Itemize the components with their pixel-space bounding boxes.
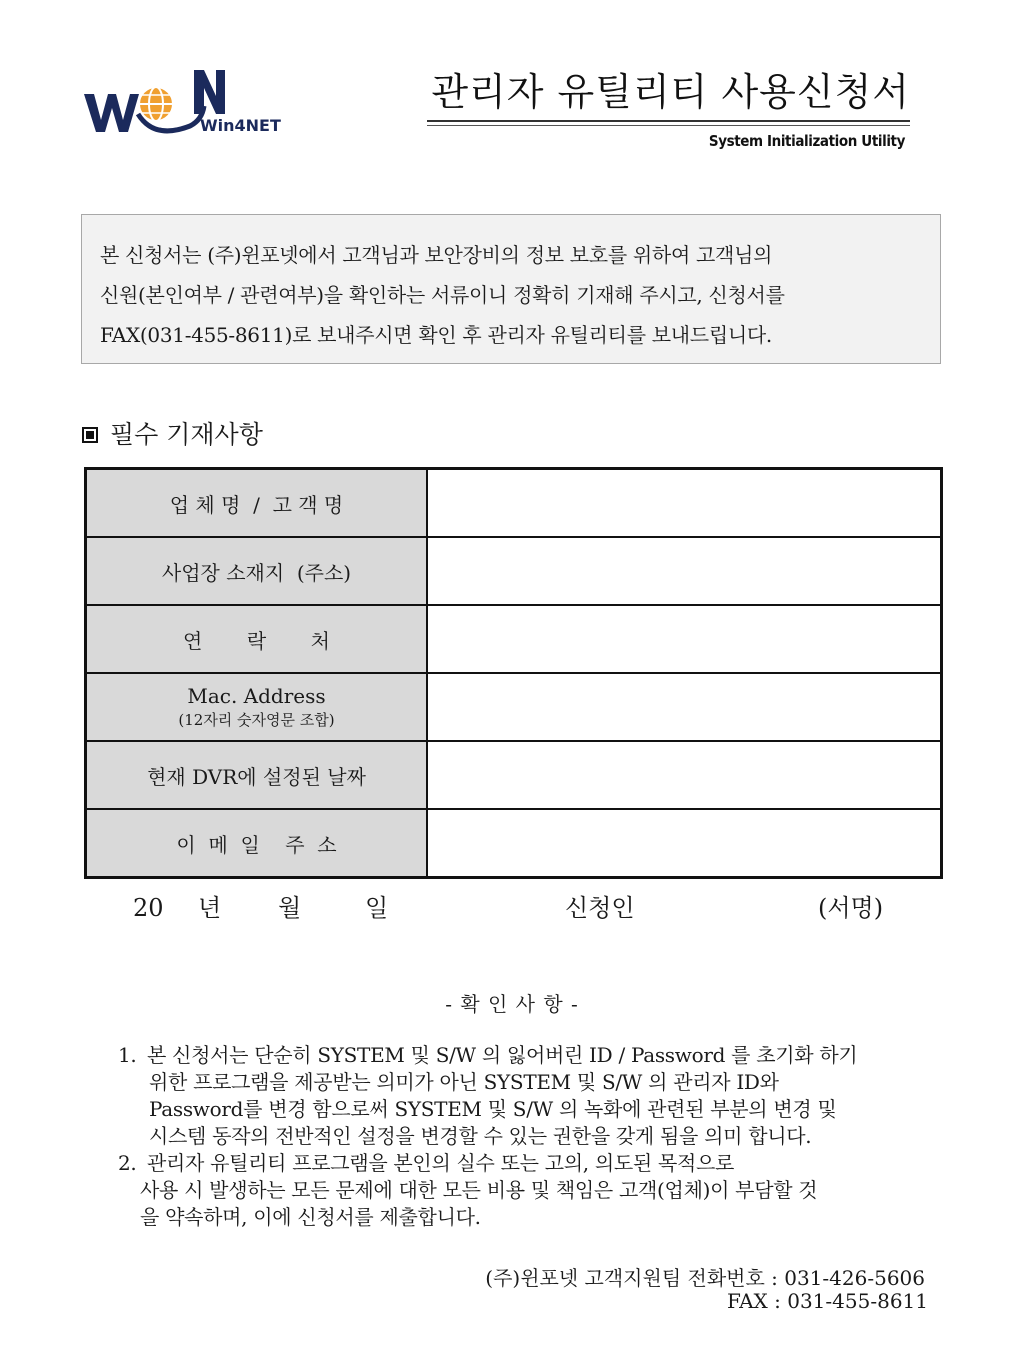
date-month-label: 월 [278,894,302,922]
form-label-mac-hint: (12자리 숫자영문 조합) [178,711,335,729]
page-title: 관리자 유틸리티 사용신청서 [431,70,910,114]
notice-box [81,214,941,364]
applicant-label: 신청인 [565,894,635,922]
form-label-mac-main: Mac. Address [187,684,326,708]
form-row-contact [86,605,942,673]
section-heading-text: 필수 기재사항 [110,420,263,449]
title-underline [427,120,910,122]
form-label-contact: 연 락 처 [86,605,428,673]
logo-wordmark: Win4NET [200,116,281,135]
title-underline-thin [427,125,910,126]
confirmation-item-line: 사용 시 발생하는 모든 문제에 대한 모든 비용 및 책임은 고객(업체)이 부담할 것 [140,1178,818,1202]
form-field-mac-address[interactable] [427,673,942,741]
confirmation-item-line: Password를 변경 함으로써 SYSTEM 및 S/W 의 녹화에 관련된 부분의 변경 및 [149,1097,837,1121]
form-row-address [86,537,942,605]
application-form-table [84,467,943,879]
date-year-label: 년 [198,894,222,922]
contact-fax: FAX : 031-455-8611 [726,1289,928,1313]
confirmation-item-line: 위한 프로그램을 제공받는 의미가 아닌 SYSTEM 및 S/W 의 관리자 ID와 [149,1070,779,1094]
form-label-mac-address [86,673,428,741]
notice-line: FAX(031-455-8611)로 보내주시면 확인 후 관리자 유틸리티를 보내드립니다. [100,323,772,347]
date-day-label: 일 [365,894,389,922]
contact-phone: (주)윈포넷 고객지원팀 전화번호 : 031-426-5606 [485,1266,925,1290]
date-year-prefix: 20 [133,894,164,922]
form-field-address[interactable] [427,537,942,605]
form-label-dvr-date: 현재 DVR에 설정된 날짜 [86,741,428,809]
form-label-address: 사업장 소재지 (주소) [86,537,428,605]
form-label-company: 업 체 명 / 고 객 명 [86,469,428,538]
form-label-email: 이 메 일 주 소 [86,809,428,878]
page-subtitle: System Initialization Utility [708,132,905,150]
notice-line: 신원(본인여부 / 관련여부)을 확인하는 서류이니 정확히 기재해 주시고, 신청서를 [100,283,785,307]
confirmation-heading: - 확 인 사 항 - [445,992,579,1016]
section-heading [82,418,263,452]
signature-label: (서명) [818,894,884,922]
form-row-email [86,809,942,878]
form-row-dvr-date [86,741,942,809]
notice-line: 본 신청서는 (주)윈포넷에서 고객님과 보안장비의 정보 보호를 위하여 고객님의 [100,243,773,267]
filled-square-icon [82,427,98,443]
form-row-mac-address [86,673,942,741]
confirmation-item-line: 시스템 동작의 전반적인 설정을 변경할 수 있는 권한을 갖게 됨을 의미 합니다. [149,1124,812,1148]
confirmation-item-line: 을 약속하며, 이에 신청서를 제출합니다. [140,1205,481,1229]
confirmation-item-line: 본 신청서는 단순히 SYSTEM 및 S/W 의 잃어버린 ID / Password 를 초기화 하기 [147,1043,858,1067]
form-row-company [86,469,942,538]
form-field-dvr-date[interactable] [427,741,942,809]
confirmation-item-number: 2. [118,1151,137,1175]
form-field-contact[interactable] [427,605,942,673]
confirmation-item-number: 1. [118,1043,137,1067]
form-field-company[interactable] [427,469,942,538]
confirmation-item-line: 관리자 유틸리티 프로그램을 본인의 실수 또는 고의, 의도된 목적으로 [147,1151,735,1175]
form-field-email[interactable] [427,809,942,878]
